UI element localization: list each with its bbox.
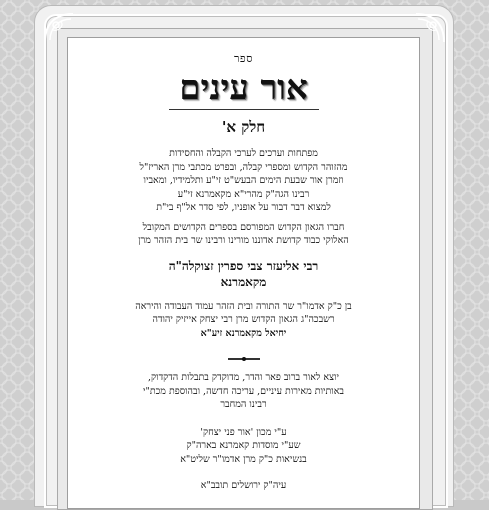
lineage-line: רשבכה"ג הגאון הקדוש מרן רבי יצחק אייזיק יהודה xyxy=(152,314,335,325)
publisher-line: ע"י מכון 'אור פני יצחק' xyxy=(200,426,287,438)
lineage-line: יחיאל מקאמרנא זיע"א xyxy=(200,327,287,339)
intro-line: רבינו הגה"ק מהרי"א מקאמרנא זי"ע xyxy=(177,188,310,200)
composer-line: חברו הגאון הקדוש המפורסם בספרים הקדושים המקובל xyxy=(142,221,345,233)
author-place: מקאמרנא xyxy=(220,274,267,289)
intro-line: למצוא דבר דבור על אופניו, לפי סדר אל"ף בי"ת xyxy=(156,202,331,213)
publisher-line: בנשיאות כ"ק מרן אדמו"ר שליט"א xyxy=(180,453,307,465)
title-page-content xyxy=(68,38,419,491)
publication-line: באותיות מאירות עיניים, עריכה חדשה, ובהוספת מכת"י xyxy=(143,385,344,397)
publication-paragraph xyxy=(68,371,419,412)
publication-place: עיה"ק ירושלים תובב"א xyxy=(200,480,287,491)
intro-line: וזמרן אור שבעת הימים הבעש"ט זי"ע ותלמידיו, ומאביו xyxy=(143,175,344,186)
intro-paragraph xyxy=(68,147,419,215)
composer-paragraph xyxy=(68,221,419,248)
title-divider xyxy=(169,109,319,110)
intro-line: מפתחות וערכים לערכי הקבלה והחסידות xyxy=(169,148,318,159)
publisher-paragraph xyxy=(68,426,419,467)
intro-line: מהזוהר הקדוש ומספרי קבלה, ובפרט מכתבי מרן האריז"ל xyxy=(139,161,348,173)
publication-line: יוצא לאור ברוב פאר והדר, מדוקדק בתבלות הדקדוק, xyxy=(148,372,339,383)
lineage-line: בן כ"ק אדמו"ר שר התורה ובית הזהר עמוד העבודה והיראה xyxy=(135,300,352,312)
author-name: רבי אליעזר צבי ספרין זצוקלה"ה xyxy=(168,258,319,273)
divider-dot xyxy=(242,357,246,361)
book-part: חלק א' xyxy=(221,118,266,136)
composer-line: האלוקי כבוד קדושת אדוננו מורינו ורבינו שר בית הזהר מרן xyxy=(138,235,349,246)
publication-line: רבינו המחבר xyxy=(220,399,267,410)
book-title: אור עינים xyxy=(179,68,308,108)
publisher-line: שע"י מוסדות קאמרנא בארה"ק xyxy=(186,440,301,451)
book-label: ספר xyxy=(234,52,253,65)
lineage-paragraph xyxy=(68,300,419,341)
